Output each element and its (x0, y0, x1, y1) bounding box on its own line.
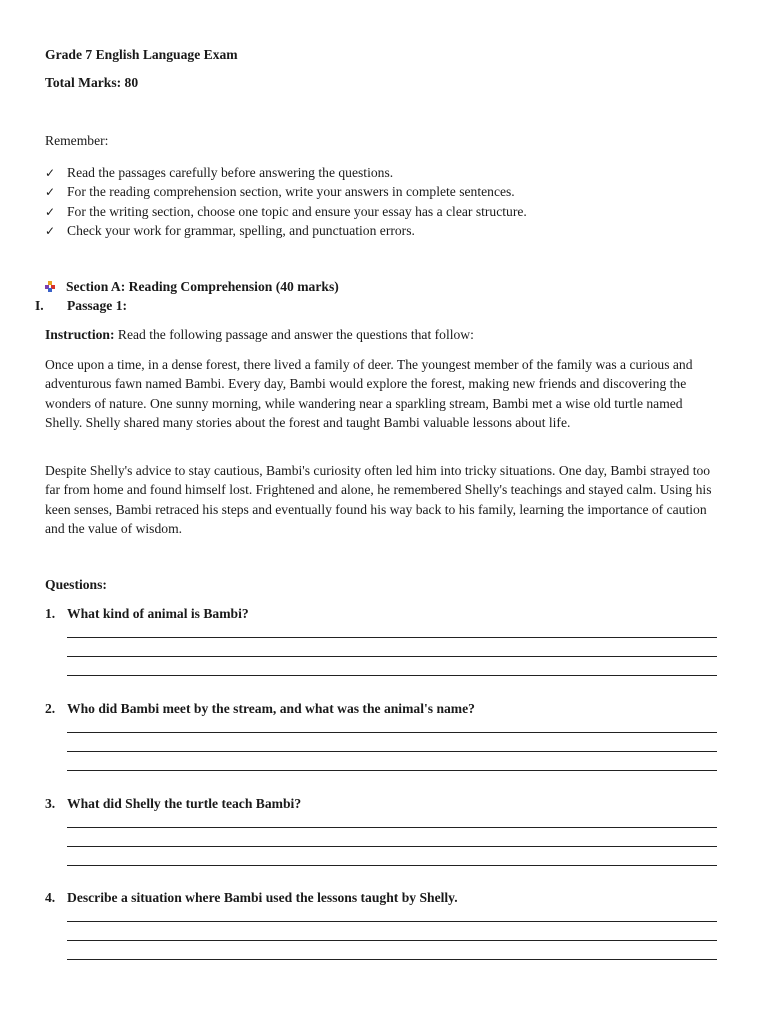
section-a-title: Section A: Reading Comprehension (40 marks) (66, 279, 339, 294)
passage-paragraph-1: Once upon a time, in a dense forest, there lived a family of deer. The youngest member of the family was a curious and adventurous fawn named Bambi. Every day, Bambi would explore the forest, making new friends and discovering the wonders of nature. One sunny morning, while wandering near a sparkling stream, Bambi met a wise old turtle named Shelly. Shelly shared many stories about the forest and taught Bambi valuable lessons about life. (45, 357, 693, 430)
checkmark-icon: ✓ (45, 223, 56, 238)
questions-heading: Questions: (45, 577, 107, 592)
instruction-label: Instruction: (45, 327, 115, 342)
section-bullet-icon (45, 280, 55, 291)
list-item-text: For the reading comprehension section, write your answers in complete sentences. (67, 184, 515, 200)
checkmark-icon: ✓ (45, 204, 56, 219)
passage-title: Passage 1: (67, 298, 128, 313)
answer-line[interactable] (67, 921, 717, 922)
instruction-text: Read the following passage and answer the questions that follow: (114, 327, 474, 342)
answer-line[interactable] (67, 846, 717, 847)
question-text: What kind of animal is Bambi? (67, 606, 249, 621)
question-number: 3. (45, 796, 56, 811)
question-number: 1. (45, 606, 56, 621)
exam-page (35, 0, 717, 1024)
list-item-text: For the writing section, choose one topic and ensure your essay has a clear structure. (67, 203, 527, 219)
section-a-heading (45, 279, 339, 295)
list-item-text: Check your work for grammar, spelling, and punctuation errors. (67, 222, 415, 238)
exam-title: Grade 7 English Language Exam (45, 47, 238, 62)
passage-heading (35, 298, 127, 314)
list-item-text: Read the passages carefully before answering the questions. (67, 165, 394, 180)
answer-line[interactable] (67, 675, 717, 676)
answer-line[interactable] (67, 827, 717, 828)
passage-number: I. (35, 298, 44, 313)
remember-label: Remember: (45, 133, 109, 148)
total-marks: Total Marks: 80 (45, 75, 139, 90)
answer-line[interactable] (67, 959, 717, 960)
question-number: 4. (45, 890, 56, 905)
question-number: 2. (45, 701, 56, 716)
question-3 (45, 796, 301, 812)
list-item (45, 163, 527, 182)
question-4 (45, 890, 458, 906)
answer-line[interactable] (67, 770, 717, 771)
list-item (45, 182, 527, 201)
list-item (45, 202, 527, 221)
instruction (45, 327, 474, 343)
answer-line[interactable] (67, 865, 717, 866)
answer-line[interactable] (67, 637, 717, 638)
remember-list (45, 163, 527, 240)
answer-line[interactable] (67, 732, 717, 733)
answer-line[interactable] (67, 751, 717, 752)
question-text: What did Shelly the turtle teach Bambi? (67, 796, 302, 811)
list-item (45, 221, 527, 240)
question-1 (45, 606, 249, 622)
question-2 (45, 701, 475, 717)
question-text: Describe a situation where Bambi used the lessons taught by Shelly. (67, 890, 458, 905)
checkmark-icon: ✓ (45, 166, 56, 180)
passage-paragraph-2: Despite Shelly's advice to stay cautious, Bambi's curiosity often led him into tricky situations. One day, Bambi strayed too far from home and found himself lost. Frightened and alone, he remembered Shelly's teachings and stayed calm. Using his keen senses, Bambi retraced his steps and eventually found his way back to his family, learning the importance of caution and the value of wisdom. (45, 463, 712, 536)
checkmark-icon: ✓ (45, 185, 56, 200)
answer-line[interactable] (67, 656, 717, 657)
answer-line[interactable] (67, 940, 717, 941)
question-text: Who did Bambi meet by the stream, and what was the animal's name? (67, 701, 475, 716)
